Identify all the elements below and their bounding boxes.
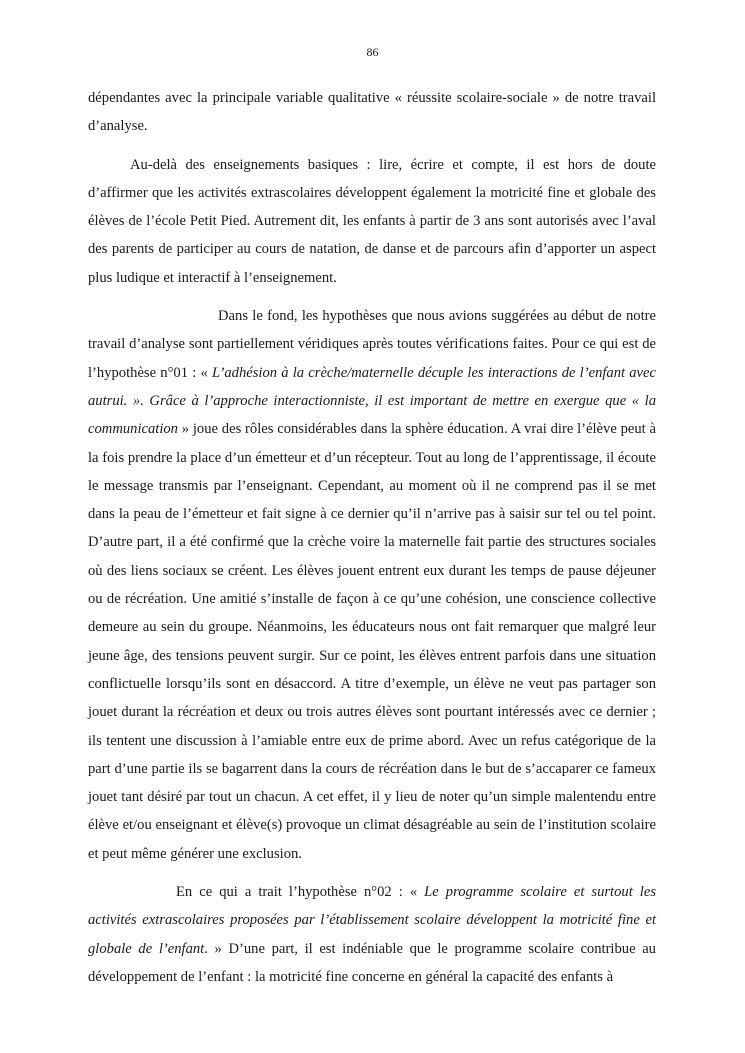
paragraph-1: dépendantes avec la principale variable qualitative « réussite scolaire-sociale » de notre travail d’analyse. [88,90,656,135]
paragraph-3-hypothesis-quote: L’adhésion à la crèche/maternelle décuple les interactions de l’enfant avec autrui. ». Grâce à l’approche interactionniste, il est important de mettre en exergue que « la communication [88,364,656,438]
paragraph-3-rest: » joue des rôles considérables dans la sphère éducation. A vrai dire l’élève peut à la fois prendre la place d’un émetteur et d’un récepteur. Tout au long de l’apprentissage, il écoute le message transmis par l’enseignant. Cependant, au moment où il ne comprend pas il se met dans la peau de l’émetteur et fait signe à ce dernier qu’il n’arrive pas à saisir sur tel ou tel point. D’autre part, il a été confirmé que la crèche voire la maternelle fait partie des structures sociales où des liens sociaux se créent. Les élèves jouent entrent eux durant les temps de pause déjeuner ou de récréation. Une amitié s’installe de façon à ce qu’une cohésion, une conscience collective demeure au sein du groupe. Néanmoins, les éducateurs nous ont fait remarquer que malgré leur jeune âge, des tensions peuvent surgir. Sur ce point, les élèves entrent parfois dans une situation conflictuelle lorsqu’ils sont en désaccord. A titre d’exemple, un élève ne veut pas partager son jouet durant la récréation et deux ou trois autres élèves sont pourtant intéressés avec ce dernier ; ils tentent une discussion à l’amiable entre eux de prime abord. Avec un refus catégorique de la part d’une partie ils se bagarrent dans la cours de récréation dans le but de s’accaparer ce fameux jouet tant désiré par tout un chacun. A cet effet, il y lieu de noter qu’un simple malentendu entre élève et/ou enseignant et élève(s) provoque un climat désagréable au sein de l’institution scolaire et peut même générer une exclusion. [88,421,656,862]
paragraph-4-rest: . » D’une part, il est indéniable que le programme scolaire contribue au développement de l’enfant : la motricité fine concerne en général la capacité des enfants à [88,940,656,985]
paragraph-4 [88,878,656,991]
paragraph-3 [88,302,656,868]
paragraph-2: Au-delà des enseignements basiques : lire, écrire et compte, il est hors de doute d’affirmer que les activités extrascolaires développent également la motricité fine et globale des élèves de l’école Petit Pied. Autrement dit, les enfants à partir de 3 ans sont autorisés avec l’aval des parents de participer au cours de natation, de danse et de parcours afin d’apporter un aspect plus ludique et interactif à l’enseignement. [88,156,656,286]
body-text [88,84,656,1001]
paragraph-4-intro: En ce qui a trait l’hypothèse n°02 : « [176,884,425,901]
paragraph-3-intro: Dans le fond, les hypothèses que nous avions suggérées au début de notre travail d’analyse sont partiellement véridiques après toutes vérifications faites. Pour ce qui est de l’hypothèse n°01 : « [88,308,656,381]
paragraph-4-hypothesis-quote: Le programme scolaire et surtout les activités extrascolaires proposées par l’établissement scolaire développent la motricité fine et globale de l’enfant [88,884,656,957]
page-number: 86 [366,45,379,59]
